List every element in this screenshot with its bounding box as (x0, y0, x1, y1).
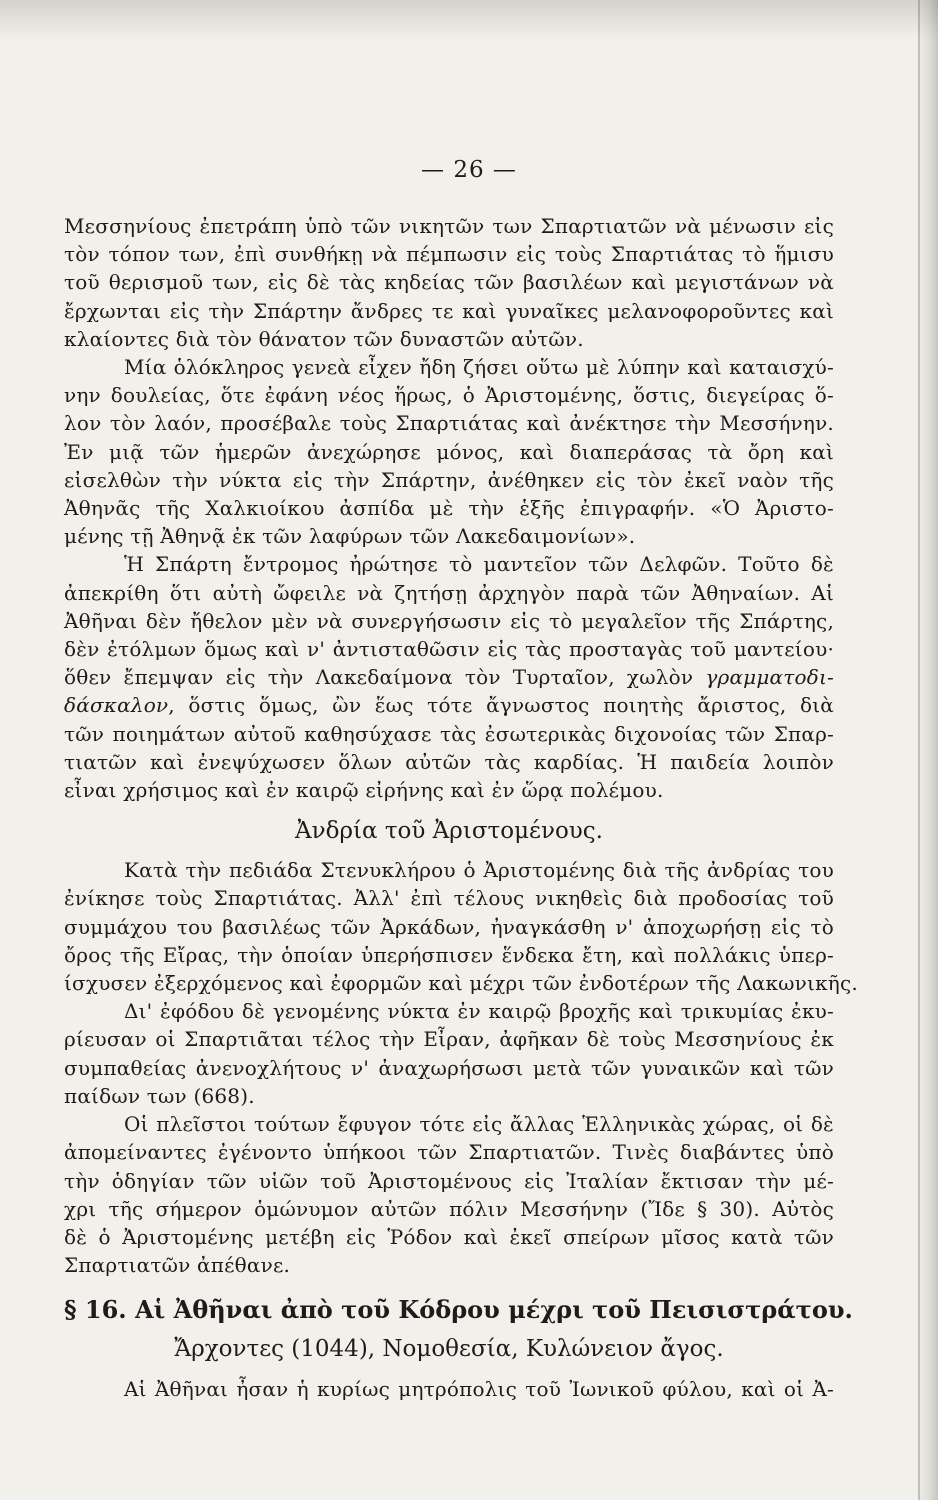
text-span: ὅθεν ἔπεμψαν εἰς τὴν Λακεδαίμονα τὸν Τυρταῖον, χωλὸν (64, 665, 706, 690)
text-line: νην δουλείας, ὅτε ἐφάνη νέος ἥρως, ὁ Ἀριστομένης, ὅστις, διεγείρας ὅ- (64, 383, 834, 408)
text-line: τιατῶν καὶ ἐνεψύχωσεν ὅλων αὐτῶν τὰς καρδίας. Ἡ παιδεία λοιπὸν (64, 749, 834, 774)
text-line (64, 691, 834, 719)
text-line (64, 663, 834, 691)
text-line: Δι' ἐφόδου δὲ γενομένης νύκτα ἐν καιρῷ βροχῆς καὶ τρικυμίας ἐκυ- (124, 999, 834, 1024)
text-line: Κατὰ τὴν πεδιάδα Στενυκλήρου ὁ Ἀριστομένης διὰ τῆς ἀνδρίας του (124, 858, 834, 883)
text-block-1 (64, 212, 834, 663)
text-line: εἶναι χρήσιμος καὶ ἐν καιρῷ εἰρήνης καὶ ἐν ὥρᾳ πολέμου. (64, 778, 664, 803)
text-line: Οἱ πλεῖστοι τούτων ἔφυγον τότε εἰς ἄλλας Ἑλληνικὰς χώρας, οἱ δὲ (124, 1112, 834, 1137)
text-line: ἐνίκησε τοὺς Σπαρτιάτας. Ἀλλ' ἐπὶ τέλους νικηθεὶς διὰ προδοσίας τοῦ (64, 886, 834, 911)
text-line: δὲ ὁ Ἀριστομένης μετέβη εἰς Ῥόδον καὶ ἐκεῖ σπείρων μῖσος κατὰ τῶν (64, 1224, 834, 1249)
text-line: χρι τῆς σήμερον ὁμώνυμον αὐτῶν πόλιν Μεσσήνην (Ἴδε § 30). Αὐτὸς (64, 1196, 834, 1221)
section-heading: § 16. Αἱ Ἀθῆναι ἀπὸ τοῦ Κόδρου μέχρι τοῦ Πεισιστράτου. (64, 1295, 853, 1325)
text-line: τὸν τόπον των, ἐπὶ συνθήκῃ νὰ πέμπωσιν εἰς τοὺς Σπαρτιάτας τὸ ἥμισυ (64, 242, 834, 267)
text-line: Ἀθῆναι δὲν ἤθελον μὲν νὰ συνεργήσωσιν εἰς τὸ μεγαλεῖον τῆς Σπάρτης, (64, 608, 834, 633)
text-block-3 (64, 856, 858, 1279)
page-number: — 26 — (421, 157, 517, 183)
text-line: συμμάχου του βασιλέως τῶν Ἀρκάδων, ἠναγκάσθη ν' ἀποχωρήσῃ εἰς τὸ (64, 914, 834, 939)
text-line: ἀπεκρίθη ὅτι αὐτὴ ὤφειλε νὰ ζητήσῃ ἀρχηγὸν παρὰ τῶν Ἀθηναίων. Αἱ (64, 580, 834, 605)
text-line: Σπαρτιατῶν ἀπέθανε. (64, 1253, 291, 1278)
text-span: , ὅστις ὅμως, ὢν ἕως τότε ἄγνωστος ποιητὴς ἄριστος, διὰ (168, 693, 834, 718)
text-block-2 (64, 720, 834, 805)
text-line: ἀπομείναντες ἐγένοντο ὑπήκοοι τῶν Σπαρτιατῶν. Τινὲς διαβάντες ὑπὸ (64, 1140, 834, 1165)
text-line: τῶν ποιημάτων αὐτοῦ καθησύχασε τὰς ἐσωτερικὰς διχονοίας τῶν Σπαρ- (64, 721, 834, 746)
italic-word: δάσκαλον (64, 693, 169, 718)
text-line: παίδων των (668). (64, 1083, 255, 1108)
text-line: Ἡ Σπάρτη ἔντρομος ἠρώτησε τὸ μαντεῖον τῶν Δελφῶν. Τοῦτο δὲ (124, 552, 834, 577)
text-line: ἔρχωνται εἰς τὴν Σπάρτην ἄνδρες τε καὶ γυναῖκες μελανοφοροῦντες καὶ (64, 298, 834, 323)
text-line: ίσχυσεν ἐξερχόμενος καὶ ἐφορμῶν καὶ μέχρι τῶν ἐνδοτέρων τῆς Λακωνικῆς. (64, 971, 858, 996)
text-line: δὲν ἐτόλμων ὅμως καὶ ν' ἀντισταθῶσιν εἰς τὰς προσταγὰς τοῦ μαντείου· (64, 637, 834, 662)
text-line: ὄρος τῆς Εἴρας, τὴν ὁποίαν ὑπερήσπισεν ἕνδεκα ἔτη, καὶ πολλάκις ὑπερ- (64, 942, 834, 967)
text-line: Αἱ Ἀθῆναι ἦσαν ἡ κυρίως μητρόπολις τοῦ Ἰωνικοῦ φύλου, καὶ οἱ Ἀ- (124, 1377, 834, 1402)
text-line: τὴν ὁδηγίαν τῶν υἱῶν τοῦ Ἀριστομένους εἰς Ἰταλίαν ἔκτισαν τὴν μέ- (64, 1168, 834, 1193)
text-line: λον τὸν λαόν, προσέβαλε τοὺς Σπαρτιάτας καὶ ἀνέκτησε τὴν Μεσσήνην. (64, 411, 834, 436)
text-line: μένης τῇ Ἀθηνᾷ ἐκ τῶν λαφύρων τῶν Λακεδαιμονίων». (64, 524, 636, 549)
text-line: εἰσελθὼν τὴν νύκτα εἰς τὴν Σπάρτην, ἀνέθηκεν εἰς τὸν ἐκεῖ ναὸν τῆς (64, 467, 834, 492)
text-line: τοῦ θερισμοῦ των, εἰς δὲ τὰς κηδείας τῶν βασιλέων καὶ μεγιστάνων νὰ (64, 270, 834, 295)
subheading: Ἀνδρία τοῦ Ἀριστομένους. (295, 818, 603, 845)
text-line: Ἐν μιᾷ τῶν ἡμερῶν ἀνεχώρησε μόνος, καὶ διαπεράσας τὰ ὄρη καὶ (64, 439, 834, 464)
page-right-shadow (916, 0, 938, 1500)
text-line: Μία ὁλόκληρος γενεὰ εἶχεν ἤδη ζήσει οὕτω μὲ λύπην καὶ καταισχύ- (124, 355, 834, 380)
page-top-shadow (0, 0, 938, 40)
text-line: Μεσσηνίους ἐπετράπη ὑπὸ τῶν νικητῶν των Σπαρτιατῶν νὰ μένωσιν εἰς (64, 214, 834, 238)
section-subheading: Ἄρχοντες (1044), Νομοθεσία, Κυλώνειον ἄγος. (174, 1336, 724, 1363)
text-line: κλαίοντες διὰ τὸν θάνατον τῶν δυναστῶν αὐτῶν. (64, 326, 584, 351)
text-line: ρίευσαν οἱ Σπαρτιᾶται τέλος τὴν Εἶραν, ἀφῆκαν δὲ τοὺς Μεσσηνίους ἐκ (64, 1027, 834, 1052)
page-body (64, 212, 858, 1404)
text-line: Ἀθηνᾶς τῆς Χαλκιοίκου ἀσπίδα μὲ τὴν ἑξῆς ἐπιγραφήν. «Ὁ Ἀριστο- (64, 496, 834, 521)
italic-word: γραμματοδι- (705, 665, 834, 690)
text-line: συμπαθείας ἀνενοχλήτους ν' ἀναχωρήσωσι μετὰ τῶν γυναικῶν καὶ τῶν (64, 1055, 834, 1080)
